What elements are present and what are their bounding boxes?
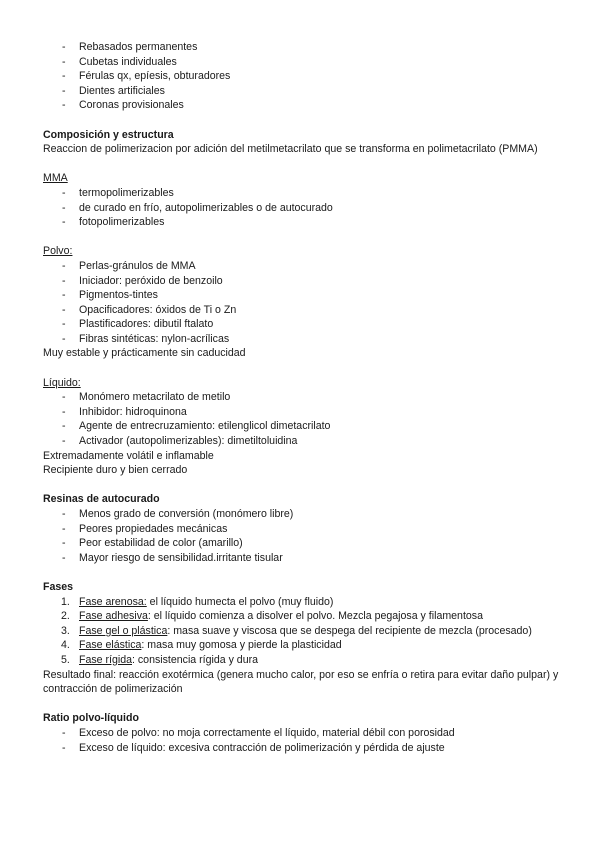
bullet-marker: - (62, 274, 66, 287)
phase-term: Fase arenosa: (79, 595, 147, 608)
list-item (43, 653, 563, 668)
list-item: - fotopolimerizables (62, 216, 165, 229)
ratio-list (43, 726, 563, 755)
list-item: - Coronas provisionales (62, 99, 184, 112)
fases-list (43, 595, 563, 668)
list-item: - Plastificadores: dibutil ftalato (62, 318, 214, 331)
phase-desc: : consistencia rígida y dura (132, 653, 259, 666)
list-item: - Pigmentos-tintes (62, 289, 158, 302)
bullet-marker: - (62, 435, 66, 448)
list-item (43, 595, 563, 610)
list-number: 5. (61, 653, 70, 666)
bullet-marker: - (62, 303, 66, 316)
bullet-marker: - (62, 216, 66, 229)
section-heading-fases: Fases (43, 580, 74, 593)
resinas-list (43, 507, 563, 565)
document-page (43, 40, 563, 755)
list-item: - Activador (autopolimerizables): dimetiltoluidina (62, 435, 298, 448)
bullet-marker: - (62, 41, 66, 53)
list-item: - de curado en frío, autopolimerizables o de autocurado (62, 201, 333, 214)
bullet-marker: - (62, 537, 66, 550)
phase-desc: : masa muy gomosa y pierde la plasticidad (141, 639, 342, 652)
bullet-marker: - (62, 99, 66, 112)
bullet-marker: - (62, 508, 66, 520)
bullet-marker: - (62, 420, 66, 433)
list-item: - Menos grado de conversión (monómero libre) (62, 508, 294, 520)
phase-term: Fase rígida (79, 653, 132, 666)
bullet-marker: - (62, 741, 66, 754)
list-item: - Exceso de polvo: no moja correctamente el líquido, material débil con porosidad (62, 726, 455, 739)
phase-term: Fase gel o plástica (79, 624, 168, 637)
bullet-marker: - (62, 332, 66, 345)
bullet-marker: - (62, 522, 66, 535)
bullet-marker: - (62, 405, 66, 418)
fases-result: Resultado final: reacción exotérmica (genera mucho calor, por eso se enfría o retira para evitar daño pulpar) y contracción de polimerización (43, 668, 559, 696)
polvo-note: Muy estable y prácticamente sin caducidad (43, 347, 246, 360)
intro-list (43, 40, 563, 113)
polvo-list (43, 259, 563, 347)
bullet-marker: - (62, 84, 66, 97)
section-heading-composicion: Composición y estructura (43, 128, 174, 141)
list-item: - Peor estabilidad de color (amarillo) (62, 537, 243, 550)
section-heading-mma: MMA (43, 172, 68, 185)
liquido-note: Extremadamente volátil e inflamable (43, 449, 214, 462)
phase-desc: : el líquido comienza a disolver el polvo. Mezcla pegajosa y filamentosa (147, 610, 483, 623)
list-item: - Opacificadores: óxidos de Ti o Zn (62, 303, 237, 316)
phase-desc: el líquido humecta el polvo (muy fluido) (146, 595, 334, 608)
bullet-marker: - (62, 318, 66, 331)
list-item: - Fibras sintéticas: nylon-acrílicas (62, 332, 230, 345)
bullet-marker: - (62, 391, 66, 404)
section-heading-ratio: Ratio polvo-líquido (43, 712, 139, 725)
bullet-marker: - (62, 289, 66, 302)
list-item: - termopolimerizables (62, 186, 174, 199)
list-item: - Cubetas individuales (62, 55, 177, 68)
list-item (43, 609, 563, 624)
list-item: - Rebasados permanentes (62, 41, 198, 53)
liquido-list (43, 390, 563, 448)
list-item: - Inhibidor: hidroquinona (62, 405, 187, 418)
section-heading-resinas: Resinas de autocurado (43, 493, 160, 506)
list-number: 2. (61, 610, 70, 623)
list-item: - Iniciador: peróxido de benzoilo (62, 274, 223, 287)
list-item: - Mayor riesgo de sensibilidad.irritante tisular (62, 551, 283, 564)
bullet-marker: - (62, 201, 66, 214)
section-heading-liquido: Líquido: (43, 376, 81, 389)
section-heading-polvo: Polvo: (43, 245, 73, 258)
list-item: - Agente de entrecruzamiento: etilenglicol dimetacrilato (62, 420, 331, 433)
list-item: - Dientes artificiales (62, 84, 165, 97)
list-item: - Perlas-gránulos de MMA (62, 259, 196, 272)
bullet-marker: - (62, 55, 66, 68)
bullet-marker: - (62, 70, 66, 83)
list-item: - Monómero metacrilato de metilo (62, 391, 231, 404)
mma-list (43, 186, 563, 230)
composicion-text: Reaccion de polimerizacion por adición del metilmetacrilato que se transforma en polimetacrilato (PMMA) (43, 143, 538, 156)
bullet-marker: - (62, 726, 66, 739)
list-number: 4. (61, 639, 70, 652)
list-item (43, 638, 563, 653)
bullet-marker: - (62, 551, 66, 564)
phase-term: Fase elástica (79, 639, 142, 652)
bullet-marker: - (62, 259, 66, 272)
list-item (43, 624, 563, 639)
phase-desc: : masa suave y viscosa que se despega del recipiente de mezcla (procesado) (167, 624, 532, 637)
bullet-marker: - (62, 186, 66, 199)
list-item: - Peores propiedades mecánicas (62, 522, 228, 535)
list-item: - Férulas qx, epíesis, obturadores (62, 70, 231, 83)
list-item: - Exceso de líquido: excesiva contracción de polimerización y pérdida de ajuste (62, 741, 445, 754)
liquido-note: Recipiente duro y bien cerrado (43, 464, 188, 477)
phase-term: Fase adhesiva (79, 610, 148, 623)
list-number: 1. (61, 595, 70, 608)
list-number: 3. (61, 624, 70, 637)
